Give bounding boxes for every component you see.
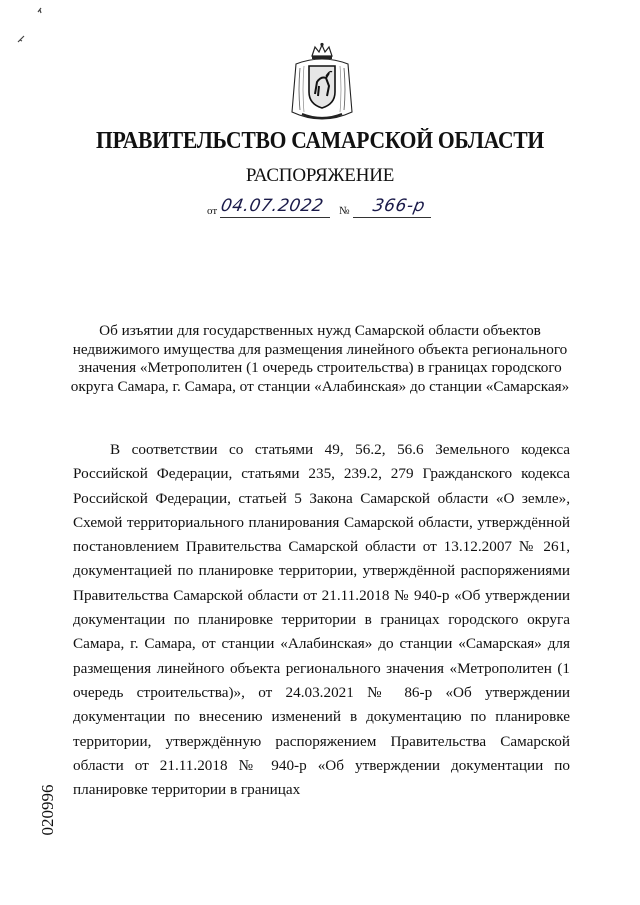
handwritten-date: 04.07.2022 — [219, 196, 326, 216]
handwritten-number: 366-р — [371, 196, 427, 216]
date-underline — [220, 217, 330, 218]
date-number-line — [207, 196, 447, 222]
side-serial-text: 020996 — [38, 784, 57, 836]
samara-coat-of-arms-icon — [288, 42, 356, 126]
document-body: В соответствии со статьями 49, 56.2, 56.6 Земельного кодекса Российской Федерации, статьями 235, 239.2, 279 Гражданского кодекса Российской Федерации, статьей 5 Закона Самарской области «О земле», Схемой территориального планирования Самарской области, утверждённой постановлением Правительства Самарской области от 13.12.2007 № 261, документацией по планировке территории, утверждённой распоряжениями Правительства Самарской области от 21.11.2018 № 940-р «Об утверждении документации по планировке территории в границах городского округа Самара, г. Самара, от станции «Алабинская» до станции «Самарская» для размещения линейного объекта регионального значения «Метрополитен (1 очередь строительства)», от 24.03.2021 № 86-р «Об утверждении документации по внесению изменений в документацию по планировке территории, утверждённую распоряжением Правительства Самарской области от 21.11.2018 № 940-р «Об утверждении документации по планировке территории в границах — [73, 441, 570, 799]
government-title: ПРАВИТЕЛЬСТВО САМАРСКОЙ ОБЛАСТИ — [96, 128, 544, 154]
date-from-label: от — [207, 205, 218, 217]
document-type: РАСПОРЯЖЕНИЕ — [245, 165, 395, 186]
side-serial-number — [38, 780, 58, 840]
number-label: № — [339, 205, 350, 217]
number-underline — [353, 217, 431, 218]
pen-marks-icon — [0, 0, 60, 60]
document-subject: Об изъятии для государственных нужд Самарской области объектов недвижимого имущества для размещения линейного объекта регионального значения «Метрополитен (1 очередь строительства) в границах городского округа Самара, г. Самара, от станции «Алабинская» до станции «Самарская» — [70, 322, 570, 395]
